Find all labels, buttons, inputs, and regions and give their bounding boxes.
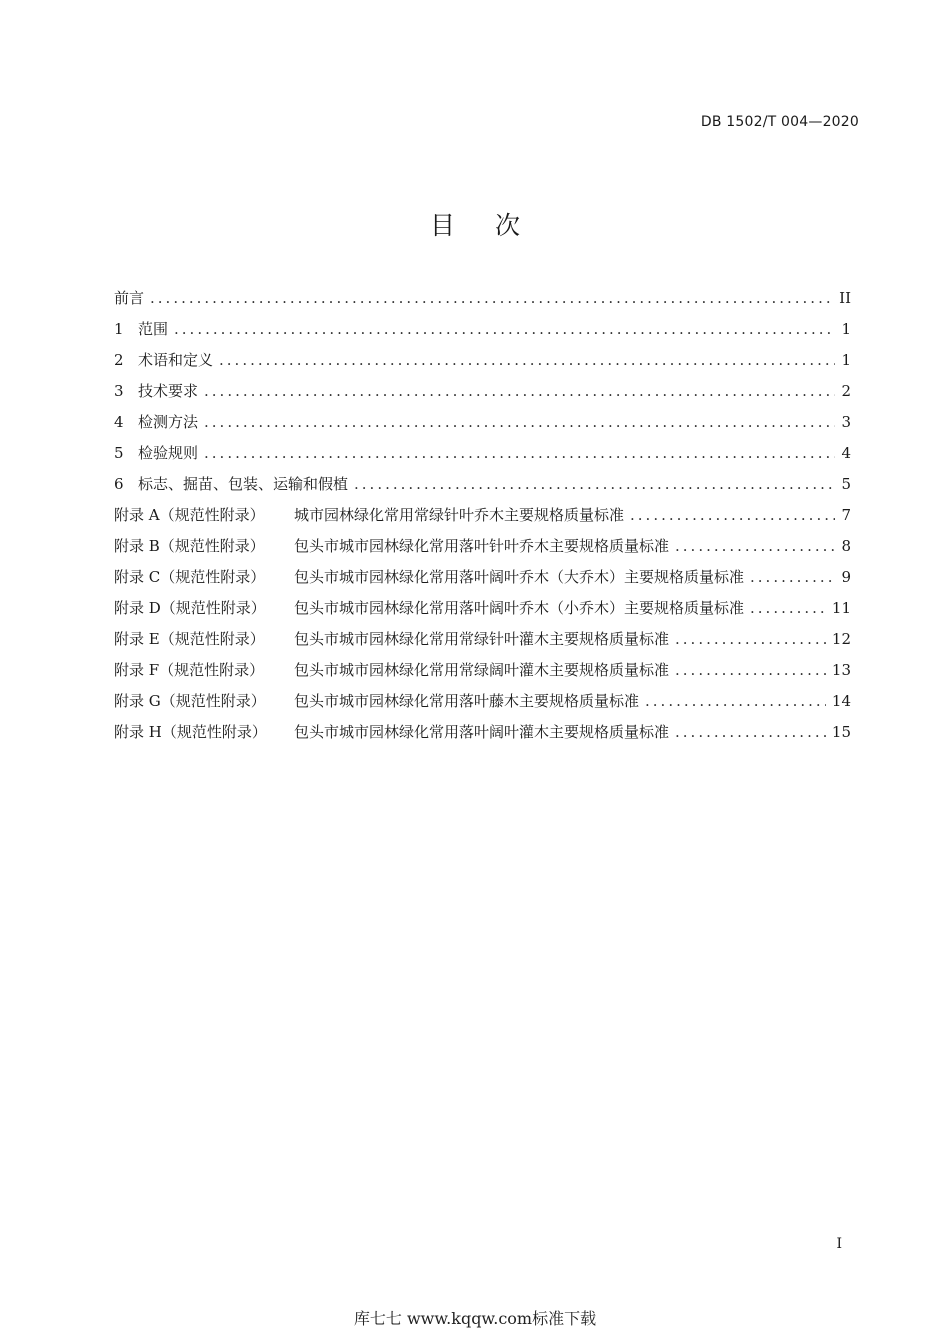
- toc-annex-label: 附录 D（规范性附录）: [114, 599, 266, 617]
- toc-leader-dots: [645, 686, 826, 717]
- toc-entry-text: 城市园林绿化常用常绿针叶乔木主要规格质量标准: [294, 506, 625, 524]
- toc-entry-label: [114, 469, 348, 500]
- toc-entry-2[interactable]: [114, 345, 851, 376]
- toc-annex-label: 附录 F（规范性附录）: [114, 661, 265, 679]
- toc-entry-annex-e[interactable]: [114, 624, 851, 655]
- toc-entry-label: [114, 376, 198, 407]
- toc-page-number: 7: [841, 506, 851, 524]
- toc-entry-annex-b[interactable]: [114, 531, 851, 562]
- toc-annex-label: 附录 C（规范性附录）: [114, 568, 266, 586]
- toc-page-number: 5: [841, 475, 851, 493]
- toc-entry-annex-a[interactable]: [114, 500, 851, 531]
- toc-entry-label: [114, 438, 198, 469]
- toc-entry-text: 前言: [114, 289, 145, 307]
- toc-entry-text: 技术要求: [138, 382, 199, 400]
- toc-entry-label: [114, 655, 669, 686]
- toc-entry-text: 标志、掘苗、包装、运输和假植: [138, 475, 349, 493]
- toc-leader-dots: [675, 531, 835, 562]
- toc-entry-label: [114, 686, 639, 717]
- toc-entry-text: 包头市城市园林绿化常用落叶阔叶灌木主要规格质量标准: [294, 723, 670, 741]
- toc-entry-text: 包头市城市园林绿化常用常绿针叶灌木主要规格质量标准: [294, 630, 670, 648]
- toc-entry-label: [114, 562, 744, 593]
- toc-leader-dots: [204, 438, 835, 469]
- toc-leader-dots: [750, 593, 826, 624]
- toc-entry-label: [114, 593, 744, 624]
- toc-entry-annex-f[interactable]: [114, 655, 851, 686]
- toc-page-number: 9: [841, 568, 851, 586]
- toc-annex-label: 附录 H（规范性附录）: [114, 723, 267, 741]
- toc-entry-text: 检验规则: [138, 444, 199, 462]
- toc-entry-6[interactable]: [114, 469, 851, 500]
- toc-entry-3[interactable]: [114, 376, 851, 407]
- toc-page-number: 2: [841, 382, 851, 400]
- toc-section-number: 4: [114, 413, 124, 431]
- toc-leader-dots: [354, 469, 835, 500]
- toc-entry-text: 包头市城市园林绿化常用常绿阔叶灌木主要规格质量标准: [294, 661, 670, 679]
- page-title: 目次: [429, 211, 560, 240]
- toc-leader-dots: [174, 314, 835, 345]
- toc-section-number: 6: [114, 475, 124, 493]
- toc-entry-label: [114, 624, 669, 655]
- toc-section-number: 1: [114, 320, 124, 338]
- toc-leader-dots: [750, 562, 835, 593]
- toc-entry-text: 术语和定义: [138, 351, 214, 369]
- toc-entry-annex-d[interactable]: [114, 593, 851, 624]
- toc-entry-annex-c[interactable]: [114, 562, 851, 593]
- toc-page-number: 3: [841, 413, 851, 431]
- toc-leader-dots: [204, 407, 835, 438]
- toc-leader-dots: [204, 376, 835, 407]
- toc-page-number: 12: [831, 630, 851, 648]
- document-code: DB 1502/T 004—2020: [700, 114, 859, 130]
- toc-entry-foreword[interactable]: [114, 283, 851, 314]
- toc-page-number: 4: [841, 444, 851, 462]
- toc-leader-dots: [630, 500, 835, 531]
- toc-page-number: 13: [831, 661, 851, 679]
- toc-annex-label: 附录 G（规范性附录）: [114, 692, 266, 710]
- toc-leader-dots: [219, 345, 835, 376]
- toc-leader-dots: [675, 624, 826, 655]
- toc-entry-4[interactable]: [114, 407, 851, 438]
- toc-page-number: 1: [841, 320, 851, 338]
- toc-entry-text: 包头市城市园林绿化常用落叶针叶乔木主要规格质量标准: [294, 537, 670, 555]
- toc-leader-dots: [675, 717, 826, 748]
- toc-entry-label: [114, 500, 624, 531]
- toc-entry-1[interactable]: [114, 314, 851, 345]
- toc-entry-text: 包头市城市园林绿化常用落叶阔叶乔木（小乔木）主要规格质量标准: [294, 599, 745, 617]
- toc-entry-annex-g[interactable]: [114, 686, 851, 717]
- toc-page-number: II: [839, 289, 851, 307]
- toc-page-number: 8: [841, 537, 851, 555]
- toc-annex-label: 附录 B（规范性附录）: [114, 537, 265, 555]
- toc-entry-label: [114, 717, 669, 748]
- toc-leader-dots: [150, 283, 833, 314]
- toc-entry-label: [114, 407, 198, 438]
- toc-entry-text: 范围: [138, 320, 169, 338]
- toc-page-number: 15: [831, 723, 851, 741]
- toc-entry-label: [114, 531, 669, 562]
- toc-section-number: 2: [114, 351, 124, 369]
- toc-entry-text: 包头市城市园林绿化常用落叶阔叶乔木（大乔木）主要规格质量标准: [294, 568, 745, 586]
- toc-entry-text: 包头市城市园林绿化常用落叶藤木主要规格质量标准: [294, 692, 640, 710]
- toc-entry-label: [114, 314, 168, 345]
- footer-watermark: 库七七 www.kqqw.com标准下载: [353, 1309, 597, 1328]
- toc-section-number: 5: [114, 444, 124, 462]
- toc-page-number: 14: [831, 692, 851, 710]
- toc-annex-label: 附录 A（规范性附录）: [114, 506, 265, 524]
- toc-entry-5[interactable]: [114, 438, 851, 469]
- toc-page-number: 1: [841, 351, 851, 369]
- toc-annex-label: 附录 E（规范性附录）: [114, 630, 265, 648]
- toc-entry-text: 检测方法: [138, 413, 199, 431]
- toc-entry-label: [114, 345, 213, 376]
- page-number: I: [836, 1236, 842, 1252]
- toc-section-number: 3: [114, 382, 124, 400]
- toc-page-number: 11: [831, 599, 851, 617]
- toc-entry-annex-h[interactable]: [114, 717, 851, 748]
- toc-entry-label: [114, 283, 144, 314]
- table-of-contents: [114, 283, 851, 748]
- toc-leader-dots: [675, 655, 826, 686]
